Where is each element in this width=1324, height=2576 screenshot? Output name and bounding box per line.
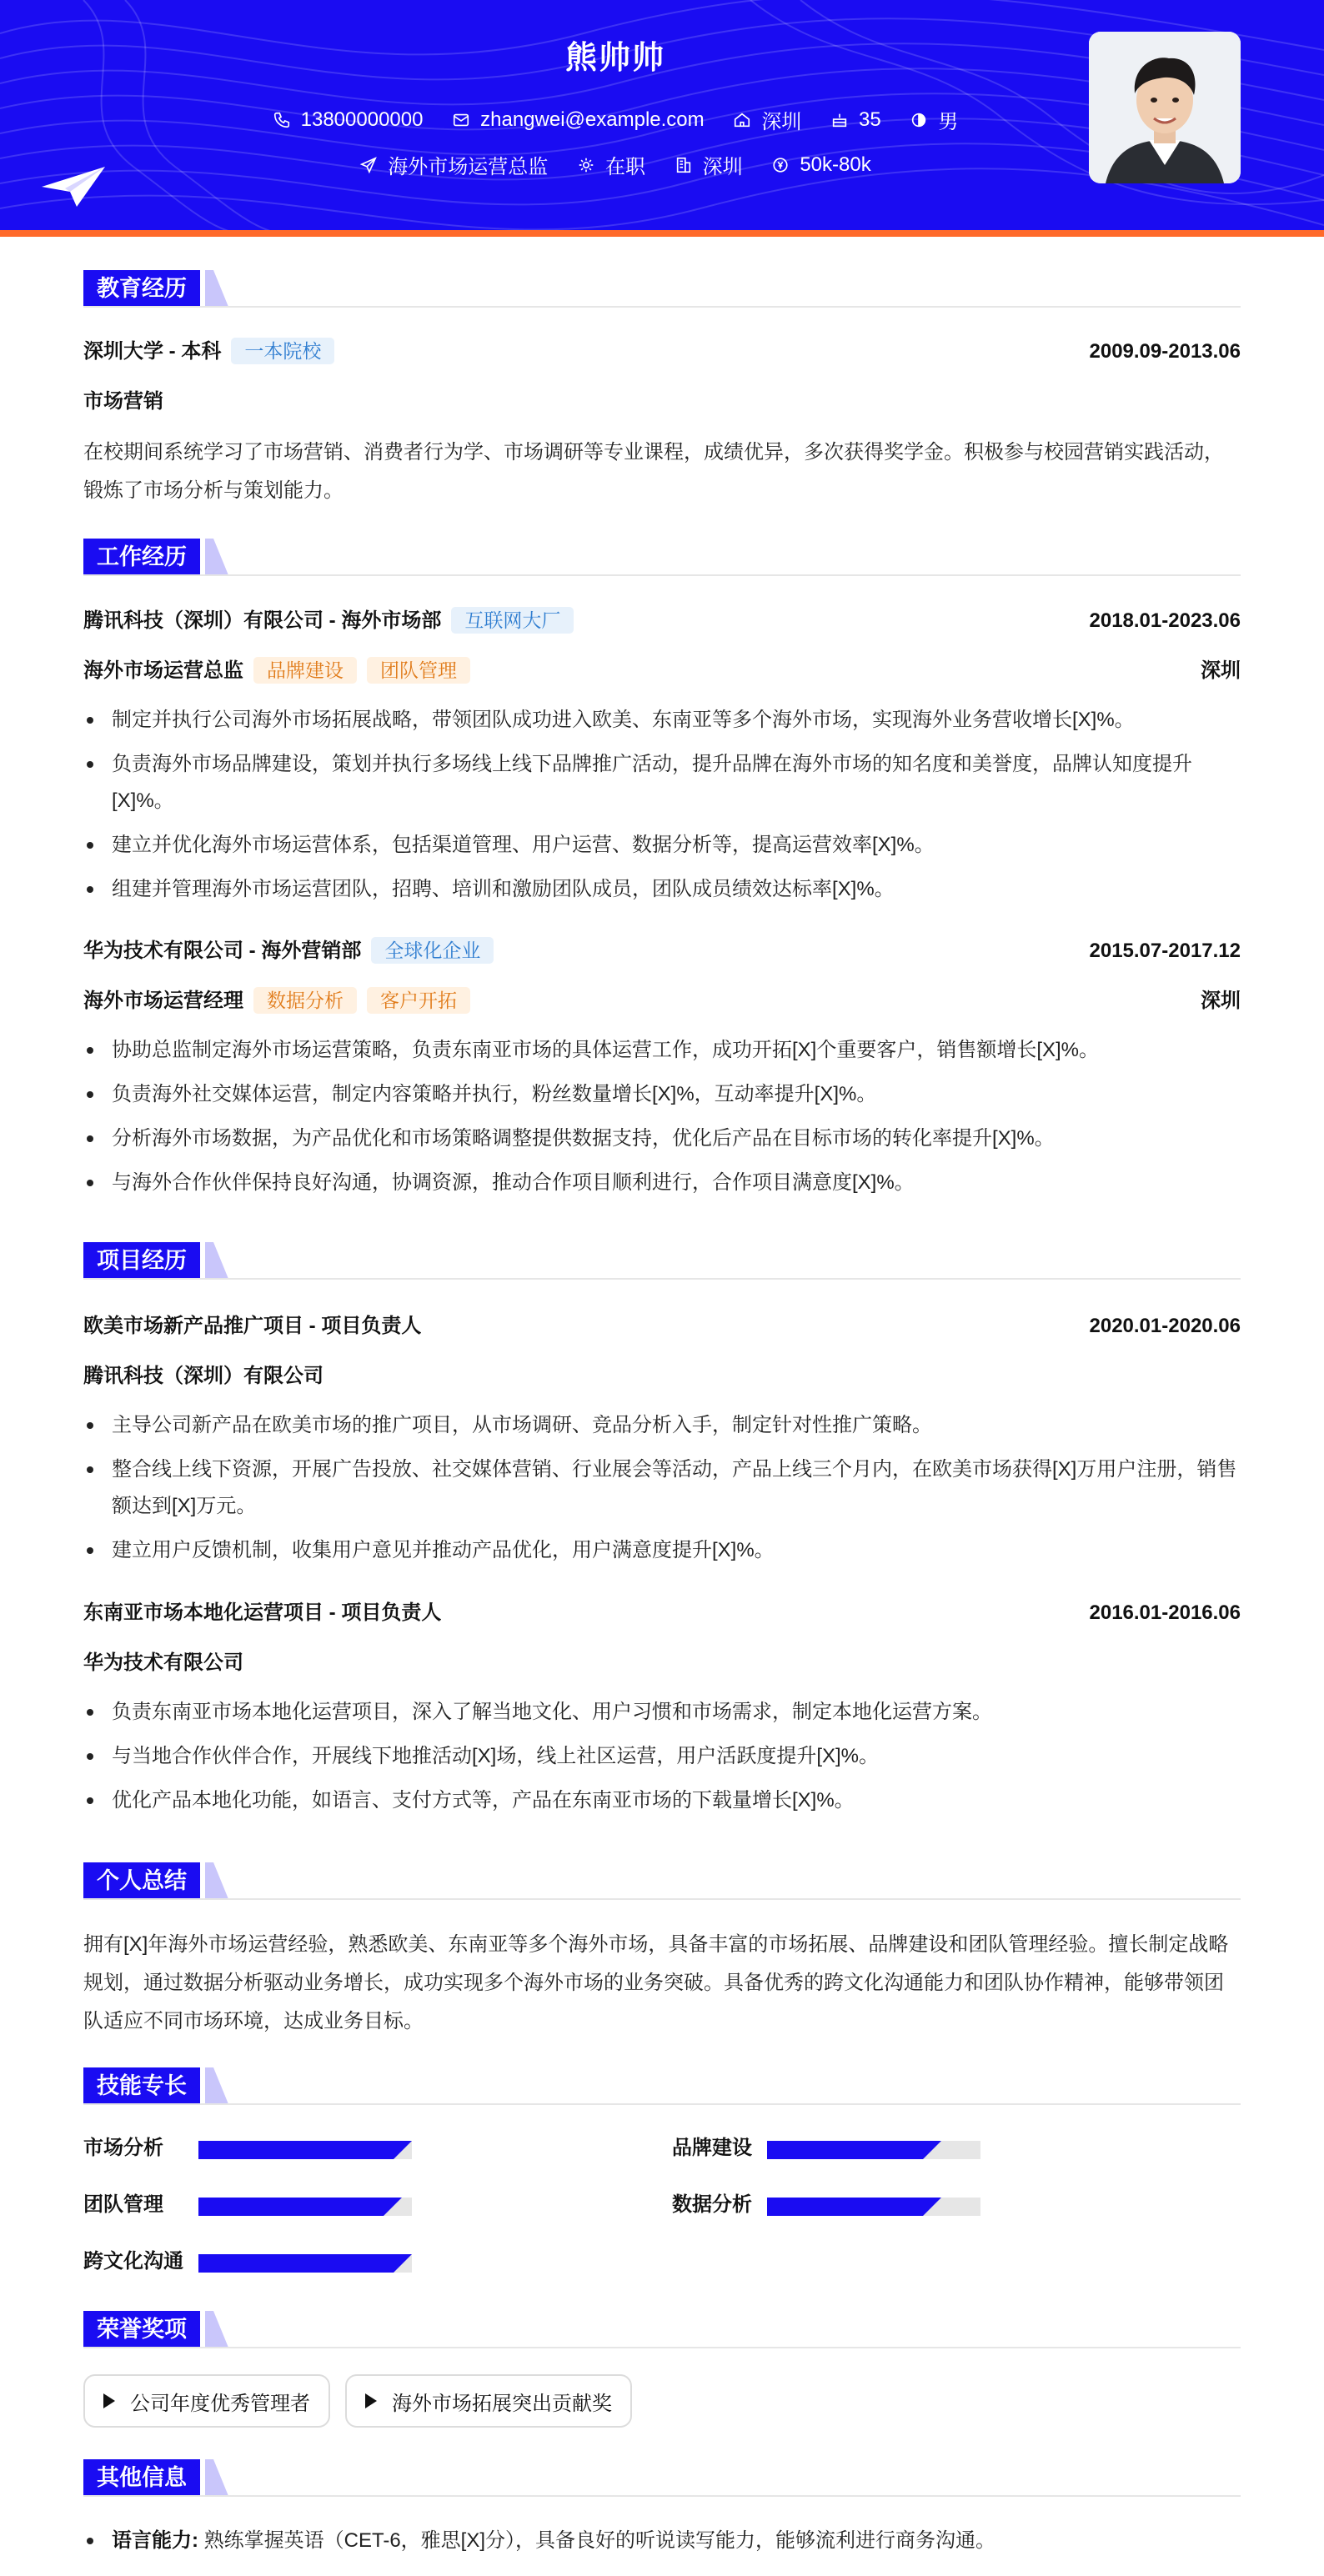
section-other: [83, 2459, 1241, 2496]
job-company: 腾讯科技（深圳）有限公司 - 海外市场部: [83, 609, 442, 632]
skill-name: 团队管理: [83, 2193, 163, 2216]
skill-name: 跨文化沟通: [83, 2250, 183, 2273]
status-text: 在职: [604, 156, 645, 178]
section-title: 技能专长: [83, 2067, 200, 2104]
location-text: 深圳: [761, 111, 802, 133]
job-company: 华为技术有限公司 - 海外营销部: [83, 940, 362, 962]
school-tag: 一本院校: [231, 338, 334, 364]
summary-text: 拥有[X]年海外市场运营经验，熟悉欧美、东南亚等多个海外市场，具备丰富的市场拓展、品牌建设和团队管理经验。擅长制定战略规划，通过数据分析驱动业务增长，成功实现多个海外市场的业务突破。具备优秀的跨文化沟通能力和团队协作精神，能够带领团队适应不同市场环境，达成业务目标。: [83, 1933, 1229, 2032]
job-header-row: [83, 937, 1241, 965]
gender-text: 男: [938, 111, 959, 133]
award-badge: [345, 2374, 632, 2428]
tab-tail-decoration: [205, 2459, 228, 2496]
location-info: [733, 105, 801, 134]
skill-item: [83, 2134, 417, 2163]
list-item: 分析海外市场数据，为产品优化和市场策略调整提供数据支持，优化后产品在目标市场的转化率提升[X]%。: [83, 1120, 1241, 1157]
phone-text: 13800000000: [300, 108, 424, 131]
header-accent-line: [0, 230, 1324, 237]
tab-tail-decoration: [205, 539, 228, 575]
award-text: 海外市场拓展突出贡献奖: [392, 2392, 612, 2415]
section-education: [83, 270, 1241, 307]
phone-info: [273, 108, 424, 132]
list-item: 负责东南亚市场本地化运营项目，深入了解当地文化、用户习惯和市场需求，制定本地化运营方案。: [83, 1694, 1241, 1731]
send-icon: [359, 156, 378, 174]
list-item: 整合线上线下资源，开展广告投放、社交媒体营销、行业展会等活动，产品上线三个月内，在欧美市场获得[X]万用户注册，销售额达到[X]万元。: [83, 1451, 1241, 1525]
skill-bar: [767, 2141, 980, 2159]
skill-fill: [198, 2141, 394, 2159]
tab-tail-decoration: [205, 1862, 228, 1899]
skill-tag: 品牌建设: [253, 657, 357, 684]
skill-name: 市场分析: [83, 2137, 163, 2159]
award-text: 公司年度优秀管理者: [130, 2392, 310, 2415]
email-text: zhangwei@example.com: [480, 108, 705, 131]
skill-tag: 数据分析: [253, 987, 357, 1014]
settings-icon: [577, 156, 595, 174]
job-position: 海外市场运营总监: [83, 659, 243, 682]
company-tag: 全球化企业: [371, 937, 494, 964]
project-company: 腾讯科技（深圳）有限公司: [83, 1365, 323, 1387]
skill-item: [83, 2191, 417, 2219]
section-projects: [83, 1242, 1241, 1279]
city-text: 深圳: [702, 156, 743, 178]
gender-info: [910, 105, 958, 134]
list-item: 建立并优化海外市场运营体系，包括渠道管理、用户运营、数据分析等，提高运营效率[X]%。: [83, 827, 1241, 864]
skill-item: [672, 2134, 1006, 2163]
tab-tail-decoration: [205, 1242, 228, 1279]
award-badge: [83, 2374, 330, 2428]
job-position-row: [83, 657, 1241, 685]
gender-icon: [910, 111, 928, 129]
list-item: [83, 2523, 1241, 2559]
section-divider: [83, 306, 1241, 308]
education-major: 市场营销: [83, 390, 163, 413]
section-skills: [83, 2067, 1241, 2104]
status-info: [577, 150, 645, 179]
section-divider: [83, 1278, 1241, 1280]
age-text: 35: [858, 108, 881, 131]
section-title: 荣誉奖项: [83, 2311, 200, 2348]
salary-info: [771, 153, 870, 177]
list-item: 与海外合作伙伴保持良好沟通，协调资源，推动合作项目顺利进行，合作项目满意度[X]%。: [83, 1165, 1241, 1201]
job-city: 深圳: [1201, 990, 1241, 1012]
skill-fill: [767, 2141, 923, 2159]
job-bullets: [83, 702, 1241, 915]
section-title: 教育经历: [83, 270, 200, 307]
project-bullets: [83, 1407, 1241, 1576]
skill-tag: 客户开拓: [367, 987, 470, 1014]
section-divider: [83, 2347, 1241, 2348]
education-period: 2009.09-2013.06: [1089, 340, 1241, 363]
skill-name: 数据分析: [672, 2193, 752, 2216]
project-period: 2016.01-2016.06: [1089, 1601, 1241, 1624]
section-divider: [83, 1898, 1241, 1900]
project-bullets: [83, 1694, 1241, 1827]
other-label: 语言能力:: [112, 2529, 198, 2552]
job-position: 海外市场运营经理: [83, 990, 243, 1012]
skill-tag: 团队管理: [367, 657, 470, 684]
job-period: 2015.07-2017.12: [1089, 940, 1241, 962]
school-degree: 深圳大学 - 本科: [83, 340, 222, 363]
building-icon: [675, 156, 693, 174]
section-divider: [83, 2103, 1241, 2105]
paper-plane-icon: [40, 163, 107, 210]
job-city: 深圳: [1201, 659, 1241, 682]
education-description: 在校期间系统学习了市场营销、消费者行为学、市场调研等专业课程，成绩优异，多次获得奖学金。积极参与校园营销实践活动，锻炼了市场分析与策划能力。: [83, 441, 1224, 502]
salary-text: 50k-80k: [800, 153, 871, 176]
section-title: 其他信息: [83, 2459, 200, 2496]
list-item: 制定并执行公司海外市场拓展战略，带领团队成功进入欧美、东南亚等多个海外市场，实现海外业务营收增长[X]%。: [83, 702, 1241, 739]
candidate-name: 熊帅帅: [564, 41, 665, 76]
play-icon: [103, 2393, 115, 2408]
position-info: [359, 150, 548, 179]
section-title: 工作经历: [83, 539, 200, 575]
project-name: 东南亚市场本地化运营项目 - 项目负责人: [83, 1601, 442, 1624]
job-period: 2018.01-2023.06: [1089, 609, 1241, 632]
phone-icon: [273, 111, 291, 129]
skill-bar: [198, 2141, 412, 2159]
skill-item: [83, 2248, 417, 2276]
section-title: 项目经历: [83, 1242, 200, 1279]
skill-name: 品牌建设: [672, 2137, 752, 2159]
mail-icon: [452, 111, 470, 129]
project-period: 2020.01-2020.06: [1089, 1315, 1241, 1337]
play-icon: [365, 2393, 377, 2408]
list-item: 负责海外社交媒体运营，制定内容策略并执行，粉丝数量增长[X]%，互动率提升[X]%。: [83, 1076, 1241, 1113]
skill-bar: [198, 2254, 412, 2273]
job-header-row: [83, 607, 1241, 635]
company-tag: 互联网大厂: [451, 607, 574, 634]
section-divider: [83, 2495, 1241, 2497]
section-awards: [83, 2311, 1241, 2348]
skill-fill: [767, 2198, 923, 2216]
position-text: 海外市场运营总监: [388, 156, 549, 178]
project-header-row: [83, 1312, 1241, 1341]
list-item: 负责海外市场品牌建设，策划并执行多场线上线下品牌推广活动，提升品牌在海外市场的知名度和美誉度，品牌认知度提升[X]%。: [83, 746, 1241, 819]
skill-fill: [198, 2254, 394, 2273]
project-name: 欧美市场新产品推广项目 - 项目负责人: [83, 1315, 422, 1337]
section-work: [83, 539, 1241, 575]
skill-bar: [767, 2198, 980, 2216]
intent-row: [0, 150, 1231, 180]
project-header-row: [83, 1599, 1241, 1627]
education-header-row: [83, 338, 1241, 366]
job-bullets: [83, 1032, 1241, 1209]
section-summary: [83, 1862, 1241, 1899]
list-item: 优化产品本地化功能，如语言、支付方式等，产品在东南亚市场的下载量增长[X]%。: [83, 1782, 1241, 1819]
section-divider: [83, 574, 1241, 576]
coin-icon: [771, 156, 790, 174]
skill-fill: [198, 2198, 384, 2216]
cake-icon: [830, 111, 849, 129]
contact-row: [0, 105, 1231, 135]
email-info: [452, 108, 705, 132]
tab-tail-decoration: [205, 2067, 228, 2104]
skill-bar: [198, 2198, 412, 2216]
list-item: 组建并管理海外市场运营团队，招聘、培训和激励团队成员，团队成员绩效达标率[X]%。: [83, 871, 1241, 908]
skill-item: [672, 2191, 1006, 2219]
city-info: [675, 150, 743, 179]
resume-header: [0, 0, 1324, 237]
age-info: [830, 108, 881, 132]
avatar: [1089, 32, 1241, 183]
job-position-row: [83, 987, 1241, 1015]
home-icon: [733, 111, 751, 129]
list-item: 主导公司新产品在欧美市场的推广项目，从市场调研、竞品分析入手，制定针对性推广策略。: [83, 1407, 1241, 1444]
list-item: 与当地合作伙伴合作，开展线下地推活动[X]场，线上社区运营，用户活跃度提升[X]%。: [83, 1738, 1241, 1775]
other-bullets: [83, 2523, 1241, 2567]
other-text: 熟练掌握英语（CET-6，雅思[X]分），具备良好的听说读写能力，能够流利进行商务沟通。: [203, 2529, 996, 2552]
project-company: 华为技术有限公司: [83, 1651, 243, 1674]
list-item: 协助总监制定海外市场运营策略，负责东南亚市场的具体运营工作，成功开拓[X]个重要客户，销售额增长[X]%。: [83, 1032, 1241, 1069]
section-title: 个人总结: [83, 1862, 200, 1899]
tab-tail-decoration: [205, 270, 228, 307]
tab-tail-decoration: [205, 2311, 228, 2348]
list-item: 建立用户反馈机制，收集用户意见并推动产品优化，用户满意度提升[X]%。: [83, 1532, 1241, 1569]
